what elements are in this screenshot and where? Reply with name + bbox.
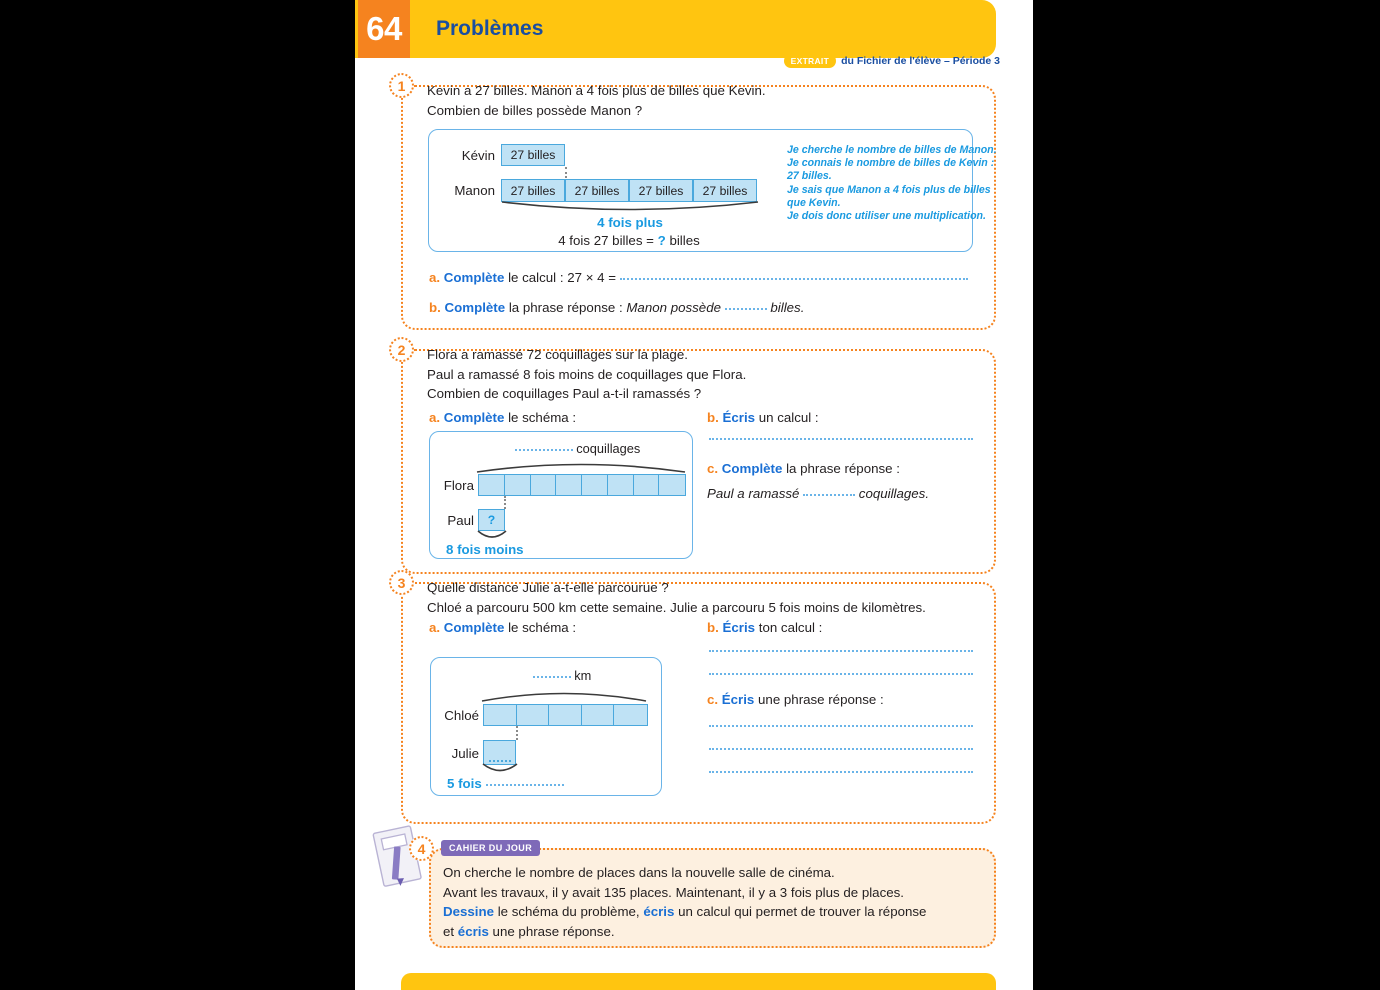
schema1-brace-label: 4 fois plus (597, 215, 663, 230)
q3c-verb: Écris (721, 692, 755, 707)
q1a-text: le calcul : 27 × 4 = (504, 270, 617, 285)
q2b-answer-line-1[interactable] (709, 438, 973, 440)
exercise-3-statement-line2: Chloé a parcouru 500 km cette semaine. Julie a parcouru 5 fois moins de kilomètres. (427, 599, 926, 615)
schema1-note-line-3: 27 billes. (787, 170, 832, 183)
q2c-answer-prefix: Paul a ramassé (707, 486, 800, 501)
exercise-4-line3-end: un calcul qui permet de trouver la réponse (674, 904, 927, 919)
exercise-4-verb-ecris-1: écris (643, 904, 675, 919)
exercise-2-statement-line1: Flora a ramassé 72 coquillages sur la plage. (427, 347, 688, 362)
schema2-row2-label: Paul (447, 513, 474, 528)
extrait-row (784, 54, 1000, 68)
cahier-du-jour-badge: CAHIER DU JOUR (441, 840, 540, 856)
exercise-4-verb-dessine: Dessine (443, 904, 494, 919)
schema2-connector (504, 496, 506, 509)
schema3-brace-blank[interactable] (486, 784, 564, 786)
q1b-answer-prefix: Manon possède (626, 300, 721, 315)
exercise-2-answer-sentence (707, 484, 929, 504)
exercise-3-question-b (707, 618, 822, 638)
exercise-4-number: 4 (409, 836, 434, 861)
schema1-manon-cell-3: 27 billes (629, 179, 693, 202)
exercise-4-line-1: On cherche le nombre de places dans la nouvelle salle de cinéma. (443, 865, 835, 880)
schema1-note-line-6: Je dois donc utiliser une multiplication. (787, 210, 986, 223)
q3b-letter: b. (707, 620, 719, 635)
exercise-4 (417, 840, 996, 948)
schema1-manon-cell-4: 27 billes (693, 179, 757, 202)
q2a-verb: Complète (443, 410, 505, 425)
q1b-letter: b. (429, 300, 441, 315)
q2b-letter: b. (707, 410, 719, 425)
schema3-chloe-bar (483, 704, 648, 726)
schema3-row1-label: Chloé (444, 708, 479, 723)
extrait-source-text: du Fichier de l'élève – Période 3 (841, 55, 1000, 67)
q2b-text: un calcul : (755, 410, 819, 425)
exercise-4-statement (443, 863, 988, 941)
schema3-julie-blank[interactable] (489, 760, 511, 762)
exercise-2-question-a (429, 408, 576, 428)
page-header (355, 0, 996, 58)
exercise-4-verb-ecris-2: écris (457, 923, 489, 939)
exercise-2-number: 2 (389, 337, 414, 362)
exercise-3-schema (430, 657, 662, 796)
extrait-badge: EXTRAIT (784, 54, 836, 68)
page-number: 64 (366, 10, 402, 47)
exercise-1 (397, 77, 997, 330)
q3c-text: une phrase réponse : (754, 692, 884, 707)
schema1-manon-cell-2: 27 billes (565, 179, 629, 202)
schema3-top-unit: km (574, 668, 592, 683)
schema3-top-blank[interactable] (533, 676, 571, 678)
q1a-answer-line[interactable] (620, 278, 968, 280)
exercise-2-statement (427, 345, 972, 404)
q3b-verb: Écris (722, 620, 756, 635)
exercise-4-line-3 (443, 902, 988, 922)
exercise-3-number: 3 (389, 570, 414, 595)
exercise-1-number: 1 (389, 73, 414, 98)
schema1-equation-suffix: billes (665, 233, 700, 248)
exercise-3-question-c (707, 690, 884, 710)
schema2-row1-label: Flora (443, 478, 474, 493)
q3c-letter: c. (707, 692, 719, 707)
schema2-flora-bar (478, 474, 686, 496)
q3b-answer-line-1[interactable] (709, 650, 973, 652)
q1b-verb: Complète (444, 300, 506, 315)
q1b-answer-blank[interactable] (725, 308, 767, 310)
schema2-top-label (470, 441, 685, 456)
schema1-row2-label: Manon (454, 183, 495, 198)
q1a-verb: Complète (443, 270, 505, 285)
schema3-brace-label: 5 fois (447, 776, 482, 791)
q2c-answer-suffix: coquillages. (858, 486, 930, 501)
exercise-2-schema (429, 431, 693, 559)
exercise-2-question-b (707, 408, 819, 428)
exercise-1-statement-line2: Combien de billes possède Manon ? (427, 102, 643, 118)
schema1-kevin-cell: 27 billes (501, 144, 565, 166)
page-title: Problèmes (436, 17, 544, 40)
schema3-row2-label: Julie (451, 746, 479, 761)
schema1-note-line-1: Je cherche le nombre de billes de Manon. (787, 144, 997, 156)
workbook-page (355, 0, 1033, 990)
schema3-brace-row (447, 775, 564, 793)
schema1-equation (469, 233, 789, 248)
exercise-3-question-a (429, 618, 576, 638)
q3b-answer-line-2[interactable] (709, 673, 973, 675)
schema2-brace-label: 8 fois moins (446, 542, 524, 557)
q3c-answer-line-3[interactable] (709, 771, 973, 773)
q2b-verb: Écris (722, 410, 756, 425)
exercise-1-schema (428, 129, 997, 252)
exercise-1-statement (427, 81, 967, 120)
schema2-top-unit: coquillages (576, 441, 641, 456)
exercise-3-statement-line1: Quelle distance Julie a-t-elle parcourue ? (427, 580, 669, 595)
bottom-yellow-bar (401, 973, 996, 990)
schema3-top-label (476, 668, 648, 683)
schema1-note-line-4: Je sais que Manon a 4 fois plus de billes (787, 183, 991, 196)
exercise-3-statement (427, 578, 977, 617)
q3a-text: le schéma : (504, 620, 577, 635)
exercise-1-question-a (429, 268, 974, 288)
exercise-2-question-c (707, 459, 900, 479)
q2c-answer-blank[interactable] (803, 494, 855, 496)
q2c-verb: Complète (721, 461, 783, 476)
exercise-4-line-4 (443, 922, 988, 942)
exercise-2-statement-line3: Combien de coquillages Paul a-t-il ramassés ? (427, 386, 702, 401)
schema1-row1-label: Kévin (461, 148, 495, 163)
q3a-verb: Complète (443, 620, 505, 635)
q2c-text: la phrase réponse : (782, 461, 900, 476)
schema3-brace-top-icon (481, 689, 647, 703)
schema2-brace-top-icon (476, 460, 686, 474)
schema1-equation-prefix: 4 fois 27 billes = (558, 233, 658, 248)
q1a-letter: a. (429, 270, 441, 285)
q3a-letter: a. (429, 620, 441, 635)
exercise-4-line4-end: une phrase réponse. (488, 923, 615, 939)
schema1-note (787, 144, 1002, 223)
q2c-letter: c. (707, 461, 719, 476)
exercise-1-statement-line1: Kevin a 27 billes. Manon a 4 fois plus de billes que Kevin. (427, 83, 766, 98)
exercise-4-line3-mid: le schéma du problème, (494, 904, 644, 919)
q3c-answer-line-1[interactable] (709, 725, 973, 727)
schema1-manon-cell-1: 27 billes (501, 179, 565, 202)
schema2-brace-bottom-icon (476, 530, 508, 542)
schema3-julie-cell (483, 740, 516, 765)
exercise-3 (397, 574, 996, 824)
schema2-top-blank[interactable] (515, 449, 573, 451)
schema3-connector (516, 726, 518, 740)
q1b-answer-suffix: billes. (770, 300, 805, 315)
q3b-text: ton calcul : (755, 620, 823, 635)
exercise-4-line4-start: et (443, 923, 458, 939)
schema1-note-line-5: que Kevin. (787, 196, 841, 209)
schema1-brace-icon (501, 201, 759, 215)
schema2-paul-cell: ? (478, 509, 505, 531)
q2a-letter: a. (429, 410, 441, 425)
exercise-1-question-b (429, 298, 974, 318)
q1b-text: la phrase réponse : (505, 300, 627, 315)
exercise-2 (397, 341, 996, 574)
exercise-4-line-2: Avant les travaux, il y avait 135 places. Maintenant, il y a 3 fois plus de places. (443, 884, 904, 900)
schema1-note-line-2: Je connais le nombre de billes de Kevin : (787, 157, 995, 170)
q2a-text: le schéma : (504, 410, 577, 425)
exercise-2-statement-line2: Paul a ramassé 8 fois moins de coquillages que Flora. (427, 366, 747, 382)
q3c-answer-line-2[interactable] (709, 748, 973, 750)
schema1-equation-unknown: ? (657, 233, 666, 248)
